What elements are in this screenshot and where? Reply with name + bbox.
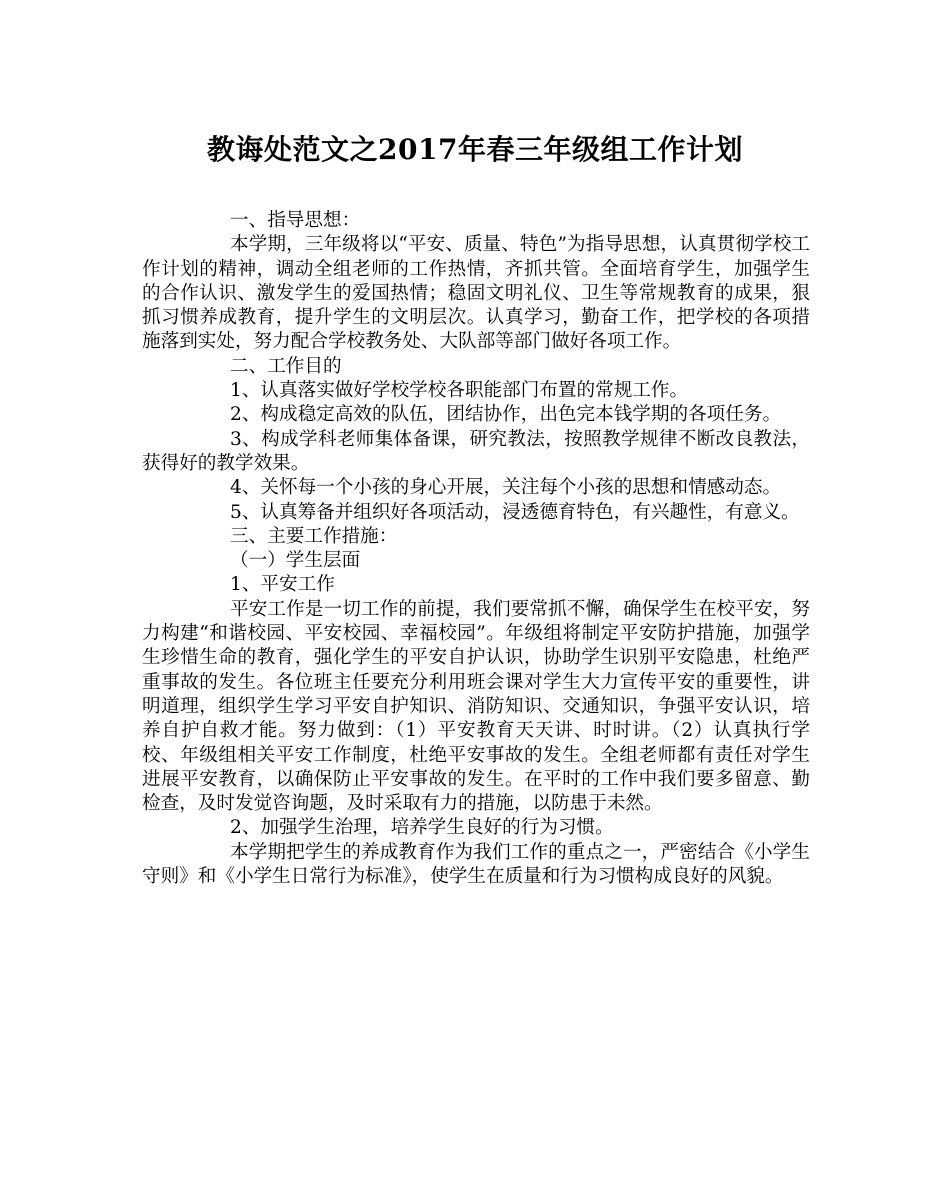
paragraph-guiding-ideology: 本学期，三年级将以“平安、质量、特色”为指导思想，认真贯彻学校工作计划的精神，调动全组老师的工作热情，齐抓共管。全面培育学生，加强学生的合作认识、激发学生的爱国热情；稳固文明礼仪、卫生等常规教育的成果，狠抓习惯养成教育，提升学生的文明层次。认真学习，勤奋工作，把学校的各项措施落到实处，努力配合学校教务处、大队部等部门做好各项工作。 — [142, 234, 810, 353]
goal-item-2: 2、构成稳定高效的队伍，团结协作，出色完本钱学期的各项任务。 — [230, 404, 782, 426]
goal-item-4: 4、关怀每一个小孩的身心开展，关注每个小孩的思想和情感动态。 — [230, 477, 782, 499]
goal-item-5: 5、认真筹备并组织好各项活动，浸透德育特色，有兴趣性，有意义。 — [230, 501, 800, 523]
paragraph-safety-work: 平安工作是一切工作的前提，我们要常抓不懈，确保学生在校平安，努力构建“和谐校园、平安校园、幸福校园”。年级组将制定平安防护措施，加强学生珍惜生命的教育，强化学生的平安自护认识，协助学生识别平安隐患，杜绝严重事故的发生。各位班主任要充分利用班会课对学生大力宣传平安的重要性，讲明道理，组织学生学习平安自护知识、消防知识、交通知识，争强平安认识，培养自护自救才能。努力做到：（1）平安教育天天讲、时时讲。（2）认真执行学校、年级组相关平安工作制度，杜绝平安事故的发生。全组老师都有责任对学生进展平安教育，以确保防止平安事故的发生。在平时的工作中我们要多留意、勤检查，及时发觉咨询题，及时采取有力的措施，以防患于未然。 — [142, 598, 810, 815]
item-heading-student-management: 2、加强学生治理，培养学生良好的行为习惯。 — [230, 817, 614, 839]
subsection-heading-student-level: （一）学生层面 — [230, 550, 361, 572]
paragraph-student-management: 本学期把学生的养成教育作为我们工作的重点之一，严密结合《小学生守则》和《小学生日常行为标准》，使学生在质量和行为习惯构成良好的风貌。 — [142, 841, 810, 888]
item-heading-safety-work: 1、平安工作 — [230, 574, 335, 596]
section-heading-main-measures: 三、主要工作措施： — [230, 525, 398, 547]
goal-item-1: 1、认真落实做好学校学校各职能部门布置的常规工作。 — [230, 380, 689, 402]
goal-item-3: 3、构成学科老师集体备课，研究教法，按照教学规律不断改良教法，获得好的教学效果。 — [142, 428, 810, 474]
section-heading-work-goals: 二、工作目的 — [230, 355, 342, 377]
document-title: 教诲处范文之2017年春三年级组工作计划 — [207, 133, 743, 166]
section-heading-guiding-ideology: 一、指导思想： — [230, 210, 361, 231]
document-body — [142, 209, 810, 889]
